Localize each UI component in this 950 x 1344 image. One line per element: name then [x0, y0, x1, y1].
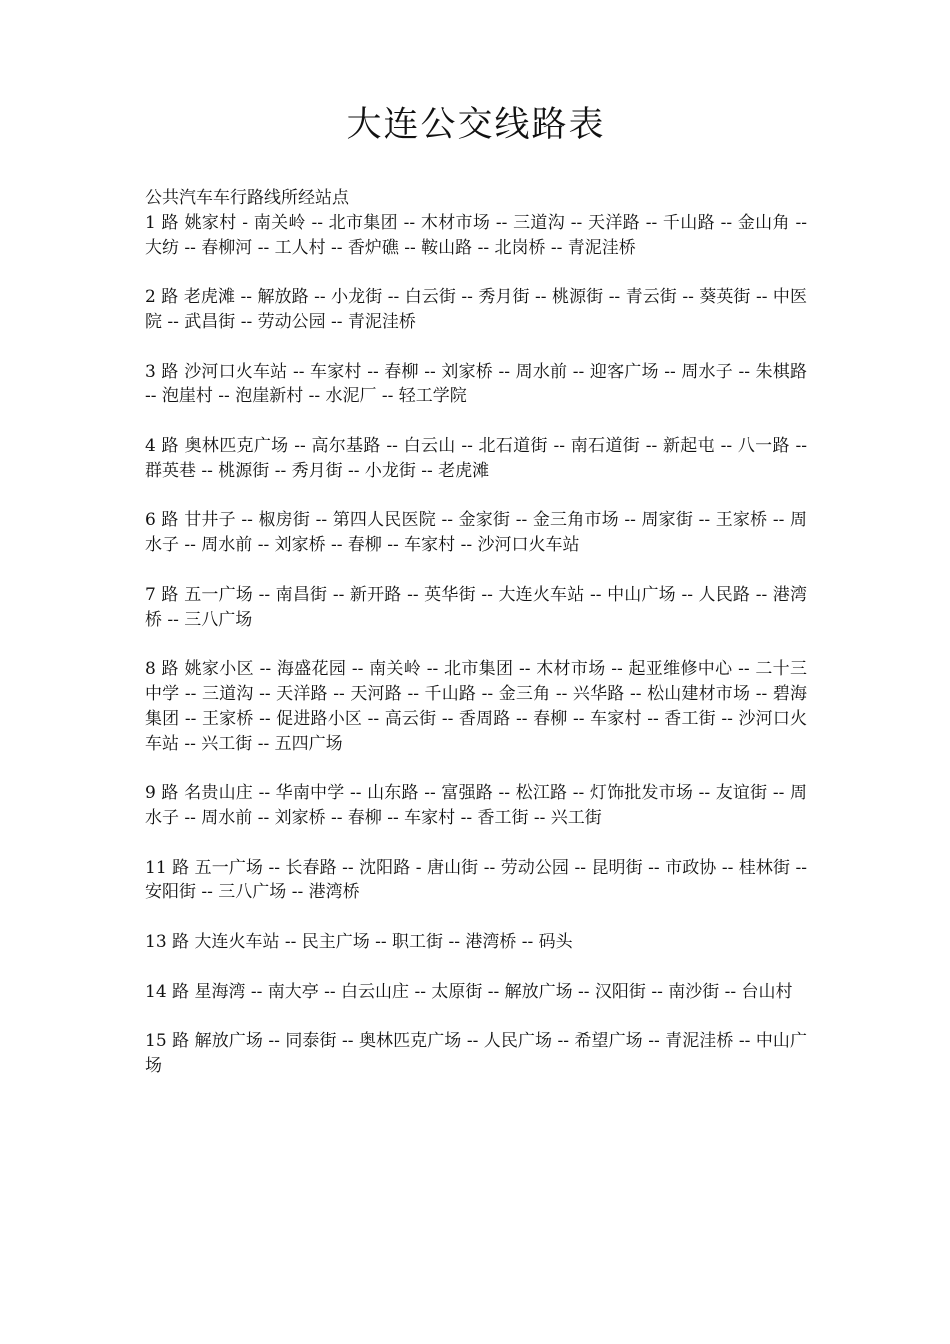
- route-item: [145, 508, 807, 558]
- route-item: [145, 980, 807, 1005]
- route-stops: 沙河口火车站 -- 车家村 -- 春柳 -- 刘家桥 -- 周水前 -- 迎客广场 -- 周水子 -- 朱棋路 -- 泡崖村 -- 泡崖新村 -- 水泥厂 -- 轻工学院: [145, 361, 807, 407]
- route-number: 4 路: [145, 435, 185, 456]
- route-item: [145, 360, 807, 410]
- route-number: 9 路: [145, 783, 185, 804]
- route-item: [145, 856, 807, 906]
- route-stops: 解放广场 -- 同泰街 -- 奥林匹克广场 -- 人民广场 -- 希望广场 -- 青泥洼桥 -- 中山广场: [145, 1031, 807, 1076]
- route-item: [145, 285, 807, 335]
- route-number: 3 路: [145, 361, 185, 382]
- route-stops: 五一广场 -- 长春路 -- 沈阳路 - 唐山街 -- 劳动公园 -- 昆明街 -- 市政协 -- 桂林街 -- 安阳街 -- 三八广场 -- 港湾桥: [145, 857, 807, 903]
- document-title: 大连公交线路表: [346, 105, 606, 145]
- route-number: 7 路: [145, 584, 185, 605]
- route-item: [145, 211, 807, 261]
- route-item: [145, 583, 807, 633]
- route-list: [145, 211, 807, 1079]
- route-number: 15 路: [145, 1031, 195, 1052]
- route-item: [145, 781, 807, 831]
- route-stops: 老虎滩 -- 解放路 -- 小龙街 -- 白云街 -- 秀月街 -- 桃源街 -- 青云街 -- 葵英街 -- 中医院 -- 武昌街 -- 劳动公园 -- 青泥洼桥: [145, 287, 807, 332]
- route-item: [145, 657, 807, 756]
- route-number: 13 路: [145, 931, 195, 952]
- route-number: 6 路: [145, 510, 185, 531]
- route-stops: 名贵山庄 -- 华南中学 -- 山东路 -- 富强路 -- 松江路 -- 灯饰批发市场 -- 友谊街 -- 周水子 -- 周水前 -- 刘家桥 -- 春柳 -- 车家村 -- 香工街 -- 兴工街: [145, 783, 807, 828]
- route-number: 11 路: [145, 857, 195, 878]
- intro-text: 公共汽车车行路线所经站点: [145, 188, 349, 208]
- route-stops: 五一广场 -- 南昌街 -- 新开路 -- 英华街 -- 大连火车站 -- 中山广场 -- 人民路 -- 港湾桥 -- 三八广场: [145, 584, 807, 630]
- route-item: [145, 434, 807, 484]
- route-stops: 奥林匹克广场 -- 高尔基路 -- 白云山 -- 北石道街 -- 南石道街 -- 新起屯 -- 八一路 -- 群英巷 -- 桃源街 -- 秀月街 -- 小龙街 -- 老虎滩: [145, 435, 808, 481]
- route-stops: 甘井子 -- 椒房街 -- 第四人民医院 -- 金家街 -- 金三角市场 -- 周家街 -- 王家桥 -- 周水子 -- 周水前 -- 刘家桥 -- 春柳 -- 车家村 -- 沙河口火车站: [145, 510, 807, 556]
- route-number: 2 路: [145, 287, 184, 308]
- route-item: [145, 1029, 807, 1079]
- route-number: 1 路: [145, 212, 185, 233]
- route-stops: 星海湾 -- 南大亭 -- 白云山庄 -- 太原街 -- 解放广场 -- 汉阳街 -- 南沙街 -- 台山村: [194, 981, 793, 1002]
- route-stops: 姚家小区 -- 海盛花园 -- 南关岭 -- 北市集团 -- 木材市场 -- 起亚维修中心 -- 二十三中学 -- 三道沟 -- 天洋路 -- 天河路 -- 千山路 -- 金三角 -- 兴华路 -- 松山建材市场 -- 碧海集团 -- 王家桥 -- 促进路小区 -- 高云街 -- 香周路 -- 春柳 -- 车家村 -- 香工街 -- 沙河口火车站 -- 兴工街 -- 五四广场: [145, 659, 808, 754]
- route-stops: 大连火车站 -- 民主广场 -- 职工街 -- 港湾桥 -- 码头: [194, 931, 573, 952]
- route-stops: 姚家村 - 南关岭 -- 北市集团 -- 木材市场 -- 三道沟 -- 天洋路 -- 千山路 -- 金山角 -- 大纺 -- 春柳河 -- 工人村 -- 香炉礁 -- 鞍山路 -- 北岗桥 -- 青泥洼桥: [145, 212, 808, 258]
- route-number: 14 路: [145, 981, 195, 1002]
- route-number: 8 路: [145, 659, 185, 680]
- route-item: [145, 930, 807, 955]
